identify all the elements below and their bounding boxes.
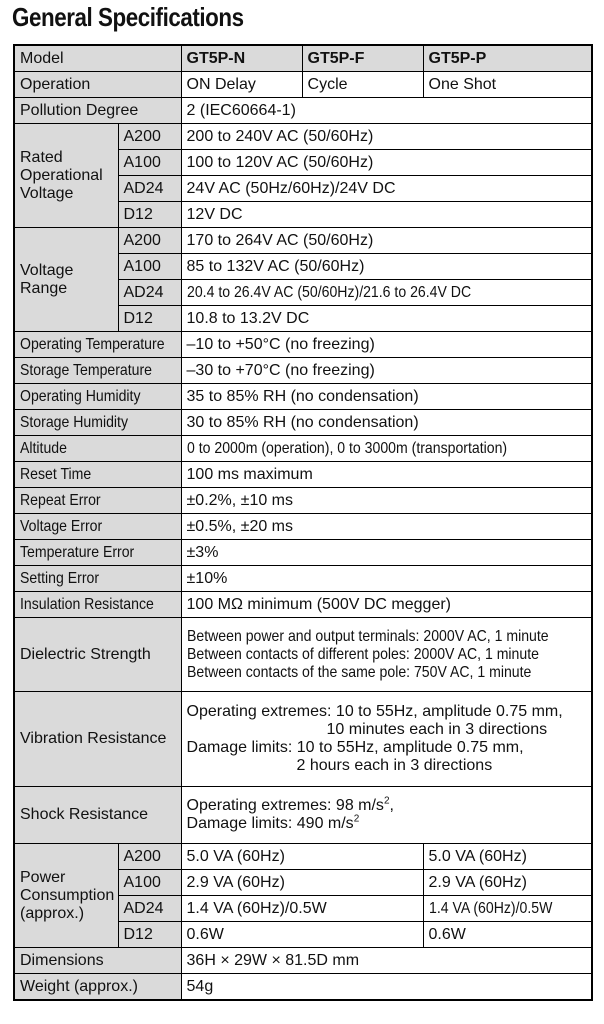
- row-value: ±10%: [181, 566, 592, 592]
- table-row: [14, 384, 592, 410]
- model-gt5p-n: GT5P-N: [181, 45, 302, 72]
- row-label: Temperature Error: [14, 540, 181, 566]
- row-label: Repeat Error: [14, 488, 181, 514]
- weight-value: 54g: [181, 974, 592, 1001]
- table-row: [14, 618, 592, 692]
- weight-label: Weight (approx.): [14, 974, 181, 1001]
- code-cell: A200: [118, 124, 181, 150]
- value-cell: 2.9 VA (60Hz): [181, 870, 423, 896]
- shock-label: Shock Resistance: [14, 787, 181, 844]
- table-row: [14, 332, 592, 358]
- code-cell: A200: [118, 228, 181, 254]
- row-value: 30 to 85% RH (no condensation): [181, 410, 592, 436]
- code-cell: D12: [118, 306, 181, 332]
- model-gt5p-f: GT5P-F: [302, 45, 423, 72]
- value-cell: 200 to 240V AC (50/60Hz): [181, 124, 592, 150]
- row-label: Storage Temperature: [14, 358, 181, 384]
- value-cell: 2.9 VA (60Hz): [423, 870, 592, 896]
- table-row: [14, 436, 592, 462]
- value-cell: 0.6W: [423, 922, 592, 948]
- table-row: [14, 592, 592, 618]
- code-cell: A100: [118, 150, 181, 176]
- table-row: [14, 228, 592, 254]
- row-value: ±0.5%, ±20 ms: [181, 514, 592, 540]
- table-row: [14, 410, 592, 436]
- table-row: [14, 488, 592, 514]
- value-cell: 1.4 VA (60Hz)/0.5W: [423, 896, 592, 922]
- value-cell: 24V AC (50Hz/60Hz)/24V DC: [181, 176, 592, 202]
- code-cell: D12: [118, 922, 181, 948]
- dimensions-value: 36H × 29W × 81.5D mm: [181, 948, 592, 974]
- code-cell: AD24: [118, 176, 181, 202]
- value-cell: 0.6W: [181, 922, 423, 948]
- pollution-label: Pollution Degree: [14, 98, 181, 124]
- voltage-range-label: Voltage Range: [14, 228, 118, 332]
- value-cell: 1.4 VA (60Hz)/0.5W: [181, 896, 423, 922]
- table-row: [14, 514, 592, 540]
- operation-f: Cycle: [302, 72, 423, 98]
- operation-n: ON Delay: [181, 72, 302, 98]
- dielectric-value: Between power and output terminals: 2000V AC, 1 minute Between contacts of different poles: 2000V AC, 1 minute Between contacts of the same pole: 750V AC, 1 minute: [181, 618, 592, 692]
- table-row: [14, 844, 592, 870]
- row-value: ±0.2%, ±10 ms: [181, 488, 592, 514]
- dielectric-label: Dielectric Strength: [14, 618, 181, 692]
- code-cell: A200: [118, 844, 181, 870]
- table-row: [14, 974, 592, 1001]
- value-cell: 12V DC: [181, 202, 592, 228]
- table-row: [14, 45, 592, 72]
- code-cell: D12: [118, 202, 181, 228]
- code-cell: AD24: [118, 896, 181, 922]
- row-label: Insulation Resistance: [14, 592, 181, 618]
- code-cell: AD24: [118, 280, 181, 306]
- row-label: Storage Humidity: [14, 410, 181, 436]
- table-row: [14, 358, 592, 384]
- row-label: Altitude: [14, 436, 181, 462]
- row-value: 100 MΩ minimum (500V DC megger): [181, 592, 592, 618]
- table-row: [14, 462, 592, 488]
- value-cell: 85 to 132V AC (50/60Hz): [181, 254, 592, 280]
- row-label: Operating Humidity: [14, 384, 181, 410]
- value-cell: 170 to 264V AC (50/60Hz): [181, 228, 592, 254]
- table-row: [14, 98, 592, 124]
- vibration-value: Operating extremes: 10 to 55Hz, amplitude 0.75 mm, 10 minutes each in 3 directions Damage limits: 10 to 55Hz, amplitude 0.75 mm, 2 hours each in 3 directions: [181, 692, 592, 787]
- power-label: Power Consumption (approx.): [14, 844, 118, 948]
- code-cell: A100: [118, 254, 181, 280]
- value-cell: 5.0 VA (60Hz): [181, 844, 423, 870]
- table-row: [14, 124, 592, 150]
- dimensions-label: Dimensions: [14, 948, 181, 974]
- row-label: Operating Temperature: [14, 332, 181, 358]
- vibration-label: Vibration Resistance: [14, 692, 181, 787]
- operation-label: Operation: [14, 72, 181, 98]
- row-label: Reset Time: [14, 462, 181, 488]
- row-label: Setting Error: [14, 566, 181, 592]
- value-cell: 100 to 120V AC (50/60Hz): [181, 150, 592, 176]
- row-value: 35 to 85% RH (no condensation): [181, 384, 592, 410]
- table-row: [14, 692, 592, 787]
- table-row: [14, 540, 592, 566]
- value-cell: 5.0 VA (60Hz): [423, 844, 592, 870]
- row-value: –10 to +50°C (no freezing): [181, 332, 592, 358]
- row-value: ±3%: [181, 540, 592, 566]
- model-label: Model: [14, 45, 181, 72]
- shock-value: Operating extremes: 98 $m/s^2$, Damage limits: 490 $m/s^2$: [181, 787, 592, 844]
- table-row: [14, 72, 592, 98]
- value-cell: 20.4 to 26.4V AC (50/60Hz)/21.6 to 26.4V DC: [181, 280, 592, 306]
- operation-p: One Shot: [423, 72, 592, 98]
- pollution-value: 2 (IEC60664-1): [181, 98, 592, 124]
- row-value: 100 ms maximum: [181, 462, 592, 488]
- row-value: –30 to +70°C (no freezing): [181, 358, 592, 384]
- value-cell: 10.8 to 13.2V DC: [181, 306, 592, 332]
- model-gt5p-p: GT5P-P: [423, 45, 592, 72]
- table-row: [14, 948, 592, 974]
- table-row: [14, 566, 592, 592]
- row-label: Voltage Error: [14, 514, 181, 540]
- spec-table: [13, 44, 593, 1001]
- page-title: General Specifications: [12, 2, 244, 32]
- table-row: [14, 787, 592, 844]
- row-value: 0 to 2000m (operation), 0 to 3000m (transportation): [181, 436, 592, 462]
- rated-voltage-label: Rated Operational Voltage: [14, 124, 118, 228]
- code-cell: A100: [118, 870, 181, 896]
